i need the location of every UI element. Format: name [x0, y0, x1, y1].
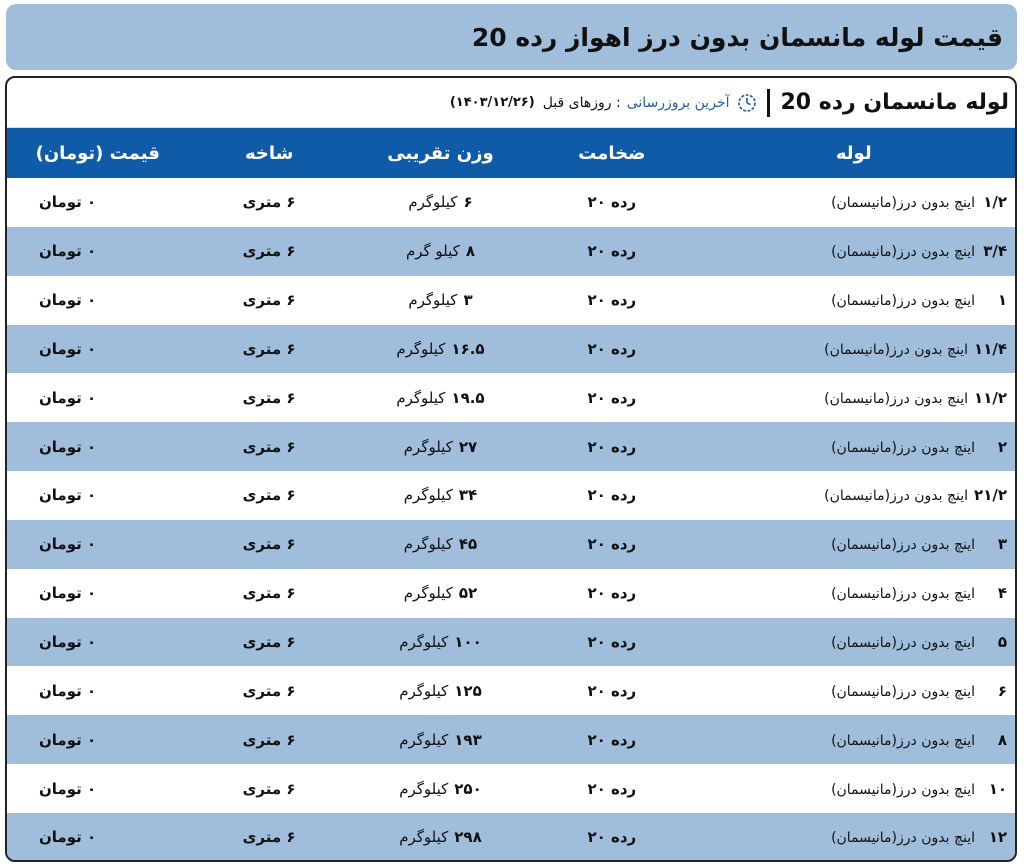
pipe-description: اینچ بدون درز(مانیسمان): [824, 488, 969, 505]
title-separator: [767, 89, 770, 117]
thickness-cell: رده ۲۰: [587, 486, 637, 505]
price-cell: ۰ تومان: [39, 730, 97, 749]
table-header-row: [7, 128, 1015, 178]
pipe-size: ۳: [997, 535, 1007, 554]
weight-value: ۲۹۸: [454, 828, 482, 847]
weight-value: ۱۰۰: [454, 633, 482, 652]
branch-cell: ۶ متری: [242, 681, 296, 700]
pipe-description: اینچ بدون درز(مانیسمان): [831, 586, 975, 603]
table-row: [7, 373, 1015, 422]
price-cell: ۰ تومان: [39, 339, 97, 358]
weight-value: ۱۶.۵: [451, 339, 485, 358]
weight-unit: کیلوگرم: [408, 291, 458, 310]
pipe-size: ۱۱/۲: [974, 388, 1007, 407]
weight-value: ۲۷: [458, 437, 478, 456]
price-cell: ۰ تومان: [39, 828, 97, 847]
pipe-size: ۵: [997, 633, 1007, 652]
pipe-description: اینچ بدون درز(مانیسمان): [831, 683, 975, 700]
weight-cell: [350, 813, 531, 862]
weight-value: ۴۵: [458, 535, 478, 554]
pipe-cell: [692, 813, 1015, 862]
price-cell: ۰ تومان: [39, 681, 97, 700]
table-row: [7, 422, 1015, 471]
table-row: [7, 520, 1015, 569]
weight-value: ۳۴: [458, 486, 478, 505]
weight-value: ۵۲: [458, 584, 478, 603]
weight-unit: کیلوگرم: [408, 193, 458, 212]
weight-unit: کیلوگرم: [396, 339, 446, 358]
page-title: قیمت لوله مانسمان بدون درز اهواز رده 20: [471, 22, 1003, 52]
thickness-cell: رده ۲۰: [587, 779, 637, 798]
weight-unit: کیلوگرم: [403, 584, 453, 603]
pipe-size: ۴: [997, 584, 1007, 603]
pipe-description: اینچ بدون درز(مانیسمان): [831, 537, 975, 554]
thickness-cell: رده ۲۰: [587, 437, 637, 456]
pipe-size: ۸: [997, 730, 1007, 749]
weight-cell: [350, 325, 531, 374]
weight-cell: [350, 422, 531, 471]
table-row: [7, 276, 1015, 325]
table-row: [7, 715, 1015, 764]
branch-cell: ۶ متری: [242, 828, 296, 847]
branch-cell: ۶ متری: [242, 779, 296, 798]
pipe-cell: [692, 422, 1015, 471]
pipe-description: اینچ بدون درز(مانیسمان): [831, 781, 975, 798]
pipe-cell: [692, 178, 1015, 227]
branch-cell: ۶ متری: [242, 339, 296, 358]
weight-value: ۱۹۳: [454, 730, 482, 749]
table-row: [7, 178, 1015, 227]
weight-unit: کیلوگرم: [399, 779, 449, 798]
pipe-size: ۱۲: [988, 828, 1007, 847]
column-header-thickness: ضخامت: [578, 142, 646, 164]
weight-unit: کیلوگرم: [403, 535, 453, 554]
weight-unit: کیلوگرم: [399, 633, 449, 652]
thickness-cell: رده ۲۰: [587, 339, 637, 358]
pipe-description: اینچ بدون درز(مانیسمان): [831, 830, 975, 847]
pipe-cell: [692, 227, 1015, 276]
price-cell: ۰ تومان: [39, 193, 97, 212]
weight-cell: [350, 373, 531, 422]
pipe-description: اینچ بدون درز(مانیسمان): [831, 244, 975, 261]
price-cell: ۰ تومان: [39, 486, 97, 505]
pipe-description: اینچ بدون درز(مانیسمان): [824, 390, 969, 407]
weight-unit: کیلو گرم: [405, 242, 460, 261]
pipe-cell: [692, 569, 1015, 618]
thickness-cell: رده ۲۰: [587, 730, 637, 749]
price-cell: ۰ تومان: [39, 242, 97, 261]
pipe-cell: [692, 520, 1015, 569]
price-cell: ۰ تومان: [39, 291, 97, 310]
column-header-price: قیمت (تومان): [35, 142, 160, 164]
pipe-size: ۲۱/۲: [974, 486, 1007, 505]
weight-unit: کیلوگرم: [403, 437, 453, 456]
thickness-cell: رده ۲۰: [587, 291, 637, 310]
pipe-description: اینچ بدون درز(مانیسمان): [824, 341, 969, 358]
weight-cell: [350, 666, 531, 715]
weight-value: ۳: [463, 291, 473, 310]
price-table: [7, 128, 1015, 862]
weight-unit: کیلوگرم: [399, 681, 449, 700]
weight-unit: کیلوگرم: [403, 486, 453, 505]
weight-unit: کیلوگرم: [399, 828, 449, 847]
branch-cell: ۶ متری: [242, 486, 296, 505]
weight-unit: کیلوگرم: [396, 388, 446, 407]
branch-cell: ۶ متری: [242, 535, 296, 554]
weight-cell: [350, 618, 531, 667]
pipe-size: ۱/۲: [983, 193, 1007, 212]
price-table-panel: [5, 76, 1017, 862]
thickness-cell: رده ۲۰: [587, 584, 637, 603]
column-header-weight: وزن تقریبی: [387, 142, 494, 164]
pipe-cell: [692, 764, 1015, 813]
pipe-size: ۱۱/۴: [974, 339, 1007, 358]
pipe-size: ۱۰: [988, 779, 1007, 798]
weight-value: ۸: [465, 242, 475, 261]
weight-cell: [350, 227, 531, 276]
thickness-cell: رده ۲۰: [587, 388, 637, 407]
weight-cell: [350, 715, 531, 764]
pipe-description: اینچ بدون درز(مانیسمان): [831, 635, 975, 652]
last-update-label: آخرین بروزرسانی: [626, 94, 730, 111]
price-cell: ۰ تومان: [39, 584, 97, 603]
branch-cell: ۶ متری: [242, 242, 296, 261]
weight-cell: [350, 764, 531, 813]
table-subheader: [7, 78, 1015, 128]
pipe-description: اینچ بدون درز(مانیسمان): [831, 732, 975, 749]
pipe-description: اینچ بدون درز(مانیسمان): [831, 195, 975, 212]
price-cell: ۰ تومان: [39, 633, 97, 652]
branch-cell: ۶ متری: [242, 291, 296, 310]
last-update-text: : روزهای قبل: [542, 94, 621, 111]
column-header-branch: شاخه: [244, 142, 294, 164]
weight-unit: کیلوگرم: [399, 730, 449, 749]
pipe-cell: [692, 471, 1015, 520]
table-row: [7, 227, 1015, 276]
thickness-cell: رده ۲۰: [587, 242, 637, 261]
last-update-date: (۱۴۰۳/۱۲/۲۶): [449, 95, 535, 110]
price-cell: ۰ تومان: [39, 779, 97, 798]
table-row: [7, 666, 1015, 715]
thickness-cell: رده ۲۰: [587, 681, 637, 700]
pipe-size: ۶: [997, 681, 1007, 700]
pipe-description: اینچ بدون درز(مانیسمان): [831, 439, 975, 456]
thickness-cell: رده ۲۰: [587, 193, 637, 212]
weight-cell: [350, 471, 531, 520]
clock-icon: [737, 93, 757, 113]
table-body: [7, 178, 1015, 862]
weight-cell: [350, 520, 531, 569]
pipe-cell: [692, 325, 1015, 374]
pipe-size: ۱: [997, 291, 1007, 310]
weight-cell: [350, 569, 531, 618]
pipe-cell: [692, 276, 1015, 325]
weight-cell: [350, 178, 531, 227]
table-row: [7, 764, 1015, 813]
price-cell: ۰ تومان: [39, 437, 97, 456]
pipe-cell: [692, 666, 1015, 715]
pipe-size: ۳/۴: [983, 242, 1007, 261]
pipe-cell: [692, 715, 1015, 764]
page-header-banner: [6, 4, 1017, 70]
table-row: [7, 325, 1015, 374]
weight-value: ۲۵۰: [454, 779, 482, 798]
thickness-cell: رده ۲۰: [587, 828, 637, 847]
price-cell: ۰ تومان: [39, 388, 97, 407]
branch-cell: ۶ متری: [242, 730, 296, 749]
thickness-cell: رده ۲۰: [587, 633, 637, 652]
branch-cell: ۶ متری: [242, 633, 296, 652]
weight-value: ۱۹.۵: [451, 388, 485, 407]
pipe-cell: [692, 618, 1015, 667]
table-row: [7, 471, 1015, 520]
column-header-pipe: لوله: [835, 142, 872, 164]
table-title: لوله مانسمان رده 20: [780, 90, 1009, 115]
table-row: [7, 569, 1015, 618]
pipe-size: ۲: [997, 437, 1007, 456]
price-cell: ۰ تومان: [39, 535, 97, 554]
branch-cell: ۶ متری: [242, 584, 296, 603]
weight-cell: [350, 276, 531, 325]
branch-cell: ۶ متری: [242, 193, 296, 212]
thickness-cell: رده ۲۰: [587, 535, 637, 554]
branch-cell: ۶ متری: [242, 388, 296, 407]
pipe-description: اینچ بدون درز(مانیسمان): [831, 293, 975, 310]
table-row: [7, 618, 1015, 667]
weight-value: ۱۲۵: [454, 681, 482, 700]
table-row: [7, 813, 1015, 862]
weight-value: ۶: [463, 193, 473, 212]
pipe-cell: [692, 373, 1015, 422]
branch-cell: ۶ متری: [242, 437, 296, 456]
